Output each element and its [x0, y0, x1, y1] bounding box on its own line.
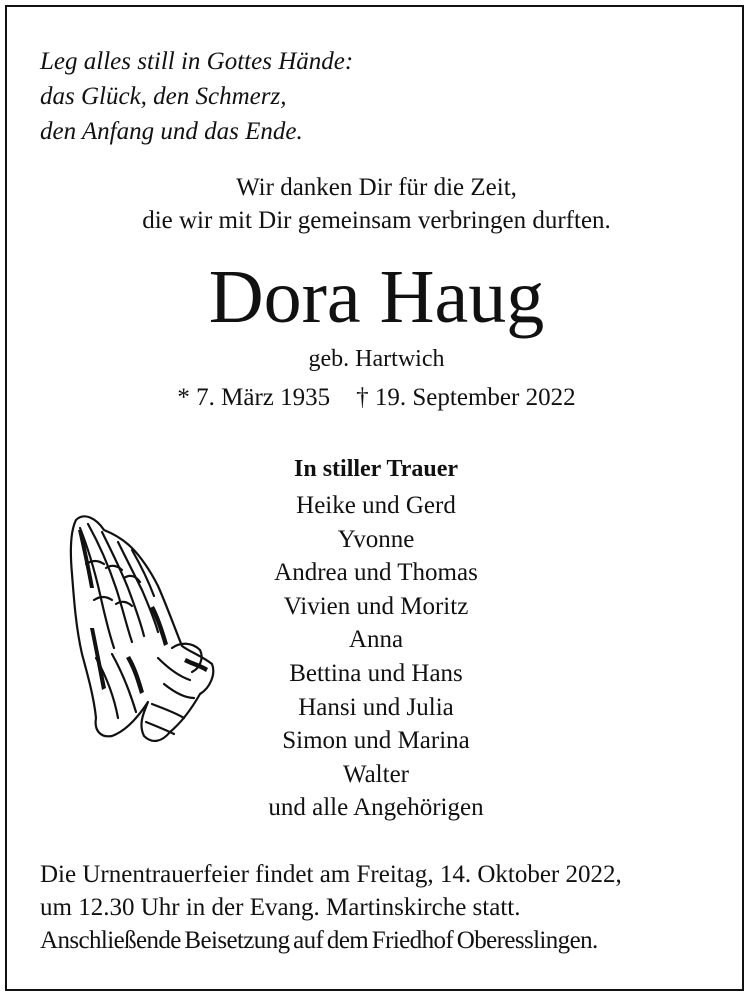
list-item: Hansi und Julia [298, 693, 454, 721]
death-date: † 19. September 2022 [356, 384, 576, 411]
motto-line: das Glück, den Schmerz, [40, 83, 287, 110]
mourners-list [200, 489, 552, 825]
motto-verse [40, 44, 353, 149]
motto-line: den Anfang und das Ende. [40, 118, 303, 145]
deceased-name: Dora Haug [208, 255, 545, 339]
birth-date: * 7. März 1935 [177, 384, 331, 411]
list-item: Anna [348, 626, 404, 654]
list-item: Simon und Marina [282, 727, 470, 755]
life-dates [0, 382, 753, 414]
list-item: Bettina und Hans [289, 659, 463, 687]
list-item: Yvonne [337, 525, 415, 553]
list-item: Heike und Gerd [296, 492, 456, 519]
list-item: Andrea und Thomas [274, 559, 478, 587]
notice-line: Anschließende Beisetzung auf dem Friedhof Oberesslingen. [40, 927, 598, 954]
mourning-heading: In stiller Trauer [294, 456, 458, 482]
thanks-line: Wir danken Dir für die Zeit, [236, 174, 517, 201]
birth-name: geb. Hartwich [308, 346, 445, 372]
list-item: und alle Angehörigen [268, 794, 484, 822]
thanks-line: die wir mit Dir gemeinsam verbringen durften. [142, 207, 611, 234]
notice-line: um 12.30 Uhr in der Evang. Martinskirche statt. [40, 894, 521, 921]
praying-hands-icon [66, 508, 218, 748]
thanks-text [0, 171, 753, 237]
funeral-notice [40, 858, 622, 957]
motto-line: Leg alles still in Gottes Hände: [40, 48, 354, 75]
list-item: Walter [342, 760, 409, 788]
list-item: Vivien und Moritz [283, 592, 469, 620]
notice-line: Die Urnentrauerfeier findet am Freitag, 14. Oktober 2022, [40, 861, 622, 888]
